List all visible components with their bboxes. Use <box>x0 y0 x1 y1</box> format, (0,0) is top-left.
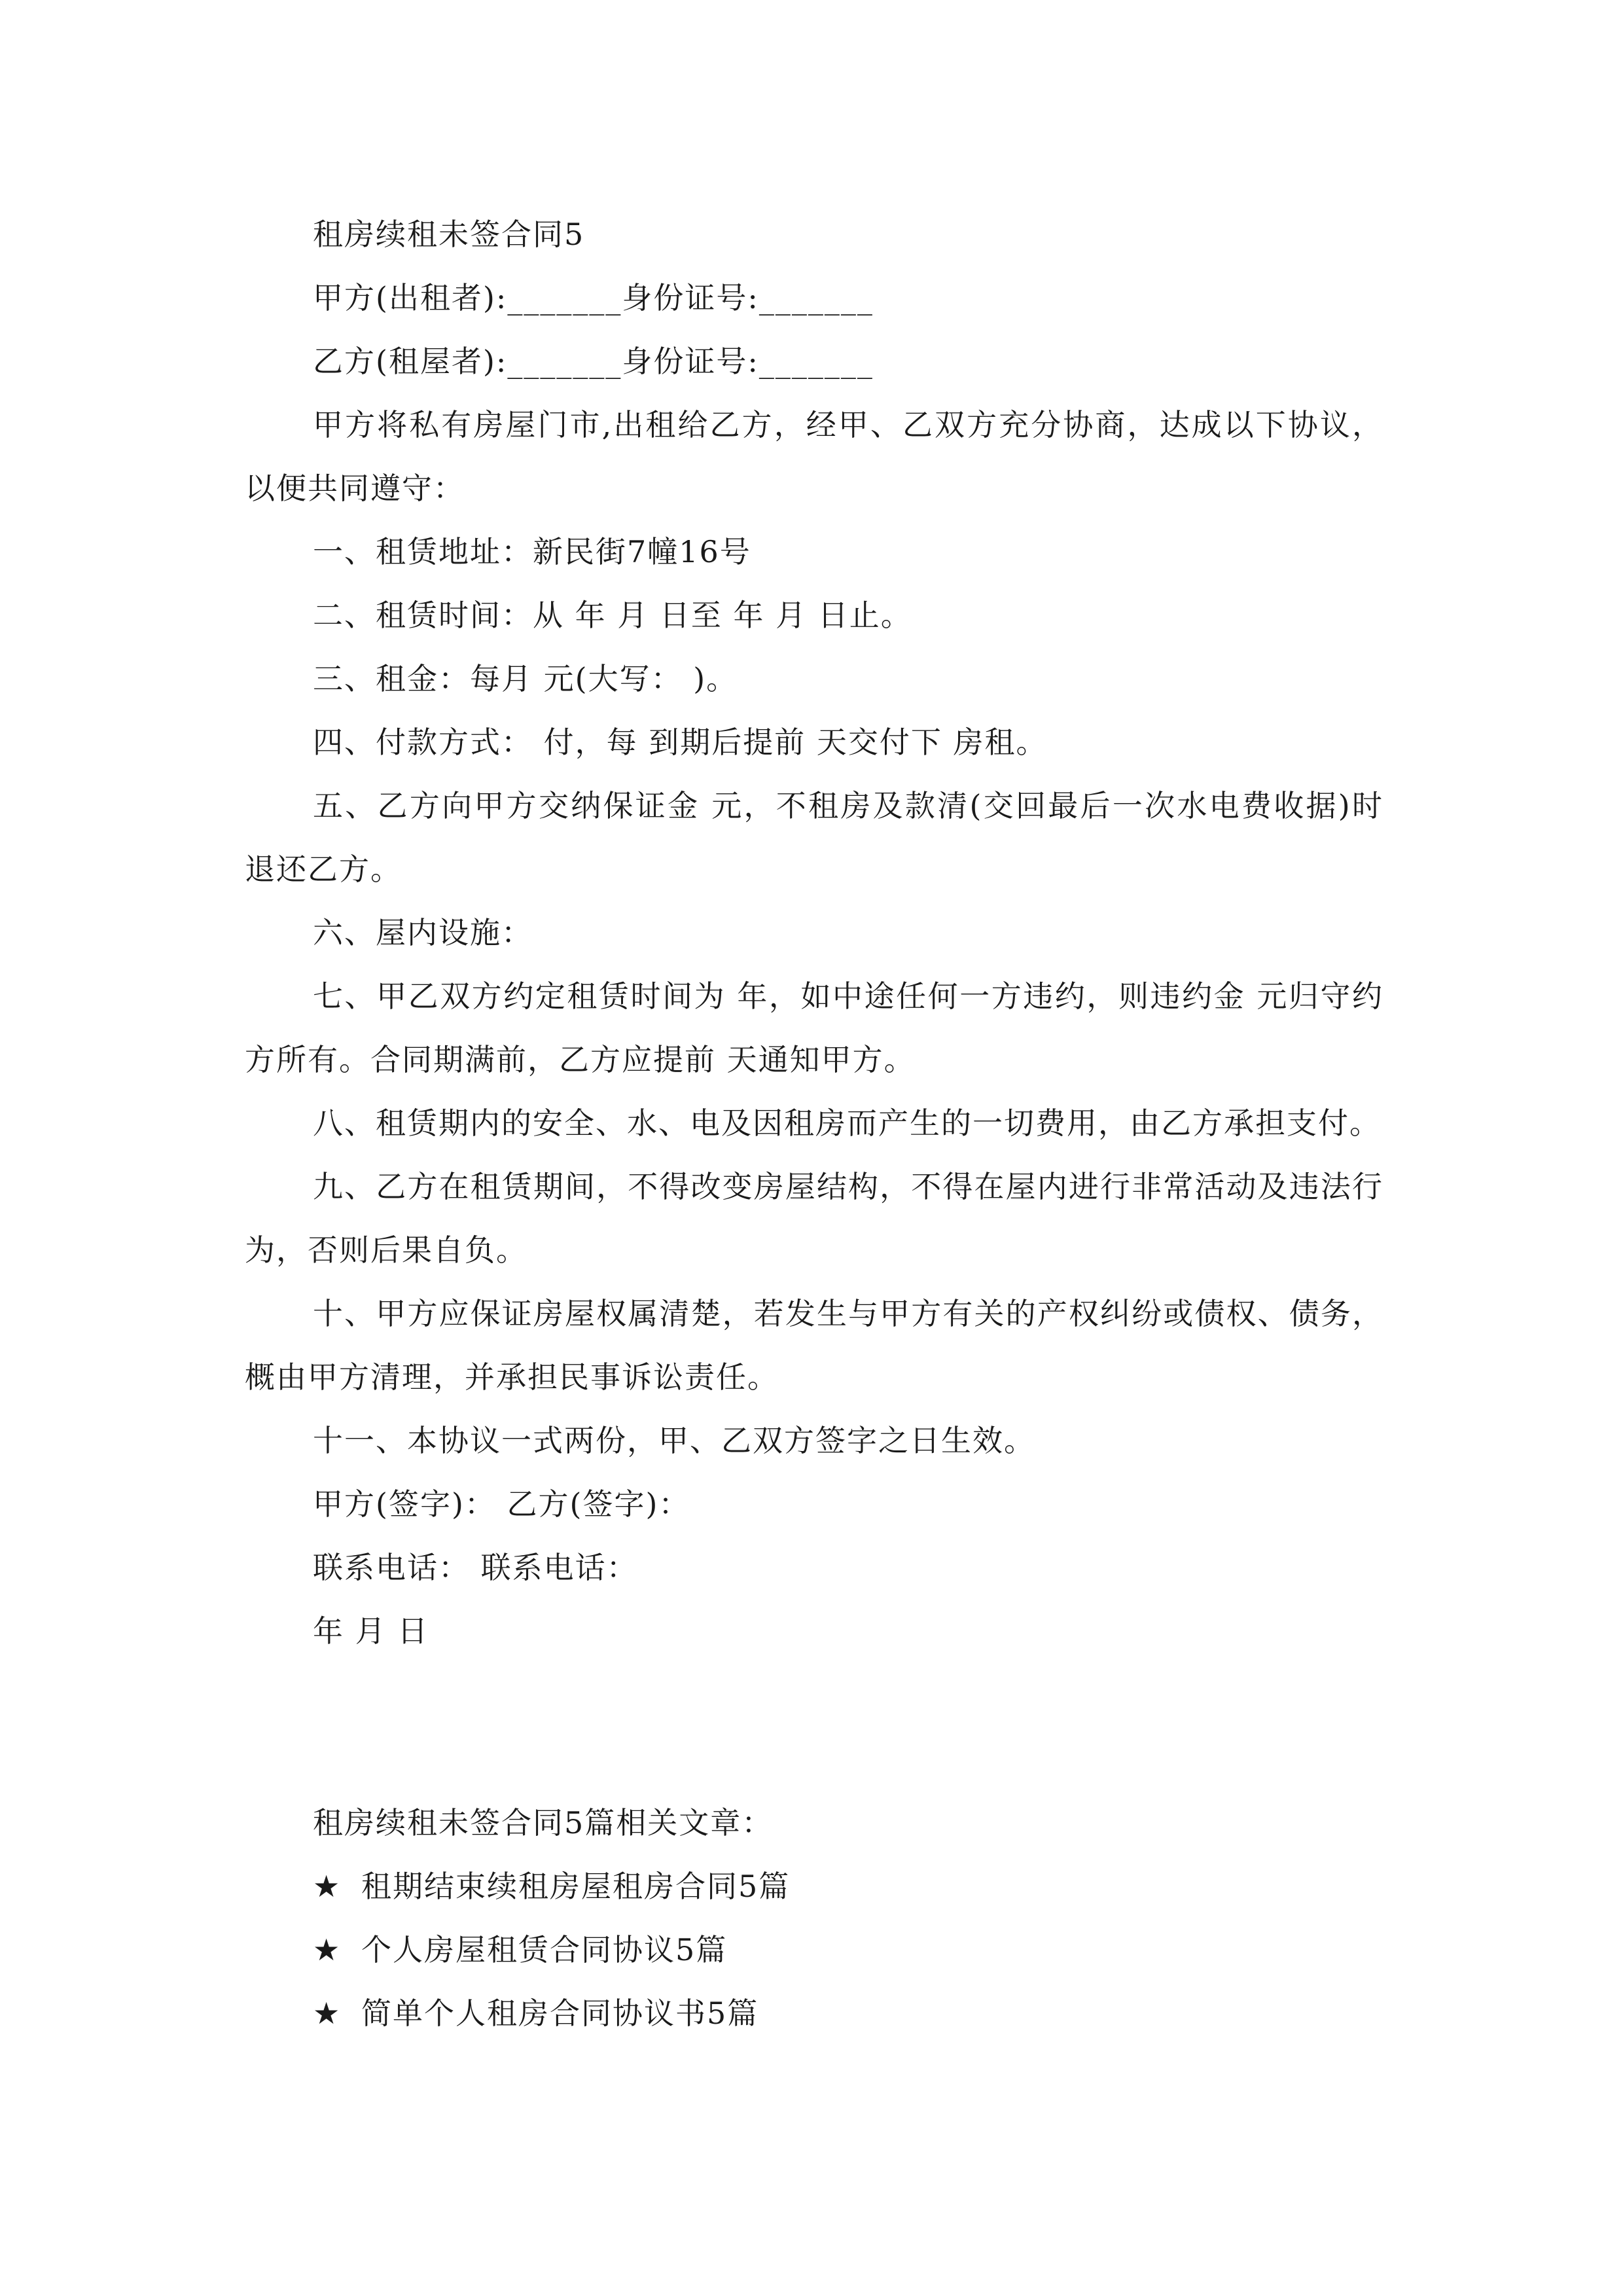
document-title: 租房续租未签合同5 <box>313 217 585 252</box>
related-item-label: 个人房屋租赁合同协议5篇 <box>361 1932 728 1967</box>
signature-line: 甲方(签字)： 乙方(签字)： <box>313 1486 690 1522</box>
related-heading: 租房续租未签合同5篇相关文章： <box>313 1805 774 1840</box>
date-line: 年 月 日 <box>313 1613 429 1649</box>
related-item[interactable] <box>245 1855 1383 1918</box>
party-a-line: 甲方(出租者):_______身份证号:_______ <box>313 280 874 315</box>
star-icon: ★ <box>313 1996 342 2031</box>
clause-7: 七、甲乙双方约定租赁时间为 年，如中途任何一方违约，则违约金 元归守约方所有。合同期满前，乙方应提前 天通知甲方。 <box>245 978 1383 1077</box>
star-icon: ★ <box>313 1932 342 1967</box>
clause-3: 三、租金：每月 元(大写： )。 <box>313 661 738 696</box>
related-item-label: 租期结束续租房屋租房合同5篇 <box>361 1869 791 1904</box>
related-item[interactable] <box>245 1982 1383 2045</box>
clause-11: 十一、本协议一式两份，甲、乙双方签字之日生效。 <box>313 1423 1035 1458</box>
clause-5: 五、乙方向甲方交纳保证金 元，不租房及款清(交回最后一次水电费收据)时退还乙方。 <box>245 788 1383 887</box>
clause-9: 九、乙方在租赁期间，不得改变房屋结构，不得在屋内进行非常活动及违法行为，否则后果自负。 <box>245 1169 1383 1268</box>
related-item[interactable] <box>245 1918 1383 1982</box>
clause-4: 四、付款方式： 付，每 到期后提前 天交付下 房租。 <box>313 725 1048 760</box>
star-icon: ★ <box>313 1869 342 1904</box>
document-content <box>245 203 1383 2045</box>
related-item-label: 简单个人租房合同协议书5篇 <box>361 1996 759 2031</box>
clause-10: 十、甲方应保证房屋权属清楚，若发生与甲方有关的产权纠纷或债权、债务，概由甲方清理，并承担民事诉讼责任。 <box>245 1296 1383 1395</box>
party-b-line: 乙方(租屋者):_______身份证号:_______ <box>313 344 874 379</box>
clause-6: 六、屋内设施： <box>313 915 533 950</box>
clause-2: 二、租赁时间：从 年 月 日至 年 月 日止。 <box>313 598 912 633</box>
related-articles <box>245 1791 1383 2045</box>
clause-1: 一、租赁地址：新民街7幢16号 <box>313 534 751 569</box>
clause-8: 八、租赁期内的安全、水、电及因租房而产生的一切费用，由乙方承担支付。 <box>313 1105 1381 1141</box>
phone-line: 联系电话： 联系电话： <box>313 1550 638 1585</box>
intro-paragraph: 甲方将私有房屋门市,出租给乙方，经甲、乙双方充分协商，达成以下协议，以便共同遵守： <box>245 407 1383 506</box>
